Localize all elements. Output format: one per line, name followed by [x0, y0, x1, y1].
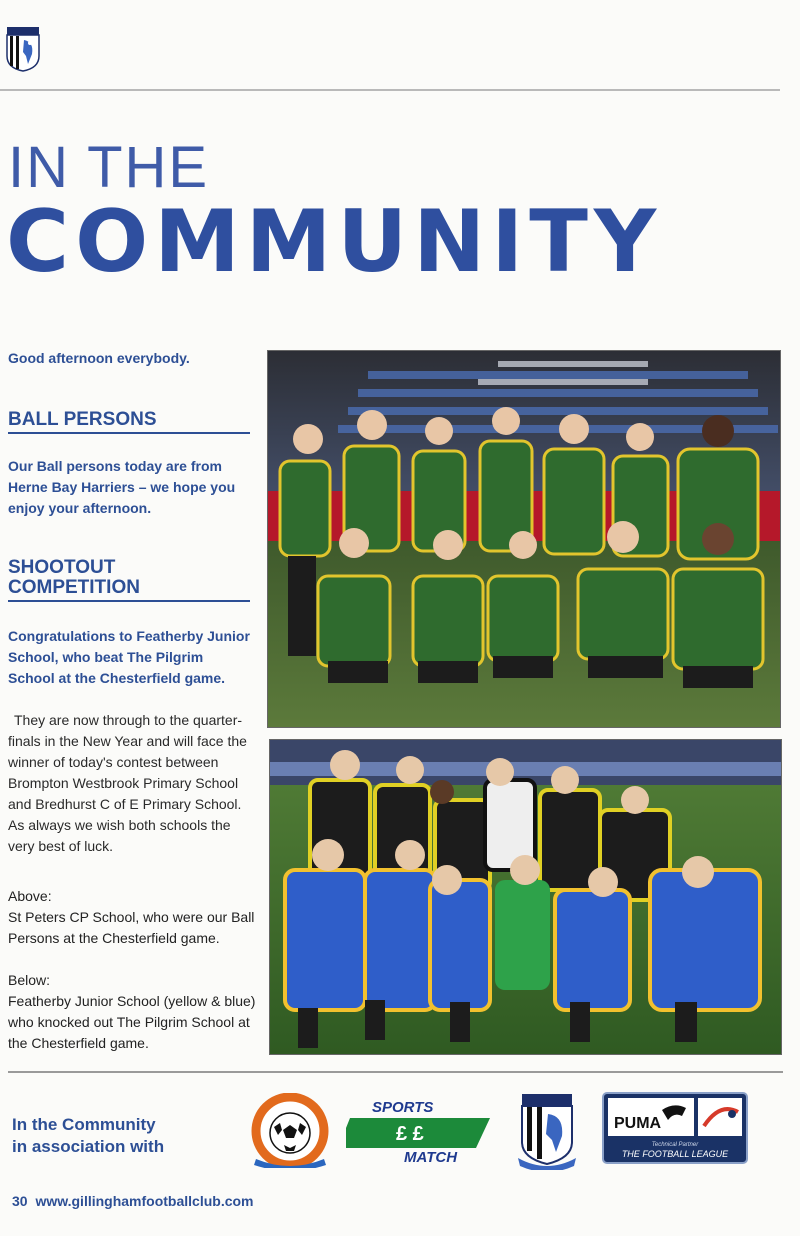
title-line-2: COMMUNITY — [6, 192, 663, 292]
title-line-1: IN THE — [8, 135, 210, 200]
featherby-team-photo — [269, 739, 782, 1055]
ball-persons-heading: BALL PERSONS — [8, 410, 250, 434]
sports-match-top-text: SPORTS — [372, 1099, 434, 1116]
caption-below-text: Featherby Junior School (yellow & blue) who knocked out The Pilgrim School at the Chesterfield game. — [8, 993, 256, 1051]
shootout-congrats: Congratulations to Featherby Junior School, who beat The Pilgrim School at the Chesterfield game. — [8, 628, 250, 686]
caption-below-label: Below: — [8, 972, 51, 988]
puma-sub-text: Technical Partner — [651, 1142, 699, 1148]
left-column — [8, 344, 256, 1051]
ball-persons-photo — [267, 350, 781, 728]
shootout-body: They are now through to the quarter-finals in the New Year and will face the winner of today's contest between Brompton Westbrook Primary School and Bredhurst C of E Primary School. As always we wish both schools the very best of luck. — [8, 712, 247, 854]
club-crest-icon — [6, 26, 40, 72]
sports-match-logo — [346, 1096, 494, 1166]
top-rule — [0, 89, 780, 91]
sponsors-caption-line-1: In the Community — [12, 1115, 156, 1134]
shootout-heading-line-2: COMPETITION — [8, 577, 140, 598]
page-footer — [12, 1193, 254, 1209]
bottom-rule — [8, 1071, 783, 1073]
shootout-heading — [8, 558, 250, 602]
greeting: Good afternoon everybody. — [8, 350, 190, 366]
ball-persons-text: Our Ball persons today are from Herne Bay Harriers – we hope you enjoy your afternoon. — [8, 458, 236, 516]
caption-above-label: Above: — [8, 888, 52, 904]
sports-match-pound-text: £ £ — [396, 1123, 424, 1145]
sponsors-caption-line-2: in association with — [12, 1137, 165, 1156]
sports-match-bottom-text: MATCH — [404, 1149, 458, 1166]
puma-football-league-logo — [602, 1092, 748, 1164]
sponsors-caption — [12, 1114, 164, 1158]
puma-league-text: THE FOOTBALL LEAGUE — [621, 1149, 729, 1159]
page-number: 30 — [12, 1193, 28, 1209]
caption-above-text: St Peters CP School, who were our Ball Persons at the Chesterfield game. — [8, 909, 255, 946]
puma-brand-text: PUMA — [614, 1115, 662, 1132]
gillingham-crest-logo — [516, 1092, 578, 1170]
shootout-heading-line-1: SHOOTOUT — [8, 557, 116, 578]
footer-url[interactable]: www.gillinghamfootballclub.com — [35, 1193, 254, 1209]
football-in-the-community-logo — [244, 1093, 336, 1168]
